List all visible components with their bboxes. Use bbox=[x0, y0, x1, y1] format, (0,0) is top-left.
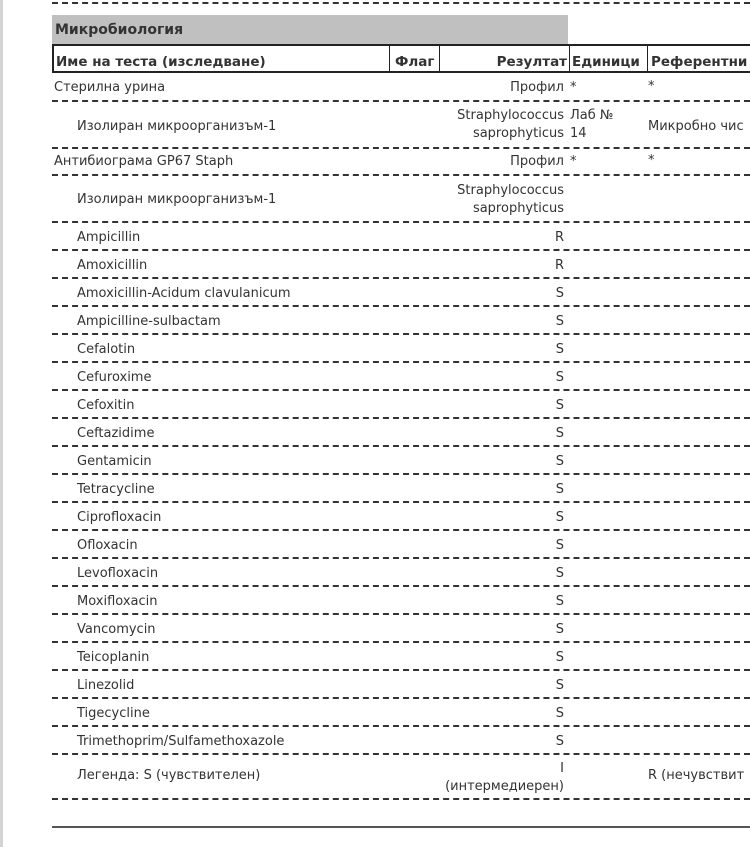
test-name: Gentamicin bbox=[77, 454, 152, 469]
test-name: Cefoxitin bbox=[77, 398, 135, 413]
table-row bbox=[52, 335, 750, 363]
result-line-2: saprophyticus bbox=[472, 126, 564, 141]
table-row bbox=[52, 503, 750, 531]
test-name: Ofloxacin bbox=[77, 538, 138, 553]
test-reference: * bbox=[648, 79, 655, 94]
header-result: Резултат bbox=[440, 46, 570, 71]
test-name: Стерилна урина bbox=[54, 80, 166, 95]
test-result: S bbox=[555, 426, 564, 441]
header-flag: Флаг bbox=[390, 46, 440, 71]
table-row bbox=[52, 671, 750, 699]
page-left-border bbox=[0, 0, 3, 847]
table-row bbox=[52, 363, 750, 391]
result-line-2: saprophyticus bbox=[472, 201, 564, 216]
legend-intermediate bbox=[445, 760, 564, 796]
table-row bbox=[52, 176, 750, 223]
test-result bbox=[457, 182, 564, 218]
table-row bbox=[52, 475, 750, 503]
test-name: Антибиограма GP67 Staph bbox=[54, 154, 234, 169]
test-result: S bbox=[555, 622, 564, 637]
test-result: S bbox=[555, 454, 564, 469]
legend-row bbox=[52, 755, 750, 800]
test-result: S bbox=[555, 286, 564, 301]
test-result: S bbox=[555, 678, 564, 693]
test-result: R bbox=[554, 230, 564, 245]
test-name: Tetracycline bbox=[77, 482, 155, 497]
table-header bbox=[52, 44, 750, 73]
header-units: Единици bbox=[570, 46, 648, 71]
test-result: S bbox=[555, 538, 564, 553]
test-name: Tigecycline bbox=[77, 706, 150, 721]
header-test-name: Име на теста (изследване) bbox=[54, 46, 390, 71]
test-result: S bbox=[555, 482, 564, 497]
test-reference: * bbox=[648, 153, 655, 168]
test-result: R bbox=[554, 258, 564, 273]
test-units bbox=[570, 107, 613, 143]
table-row bbox=[52, 447, 750, 475]
test-name: Ciprofloxacin bbox=[77, 510, 162, 525]
table-row bbox=[52, 75, 750, 102]
test-name: Amoxicillin bbox=[77, 258, 148, 273]
table-row bbox=[52, 251, 750, 279]
units-line-1: Лаб № bbox=[570, 108, 614, 123]
test-result: S bbox=[555, 370, 564, 385]
legend-resistant: R (нечувствит bbox=[648, 768, 745, 783]
test-units: * bbox=[570, 80, 577, 95]
table-row bbox=[52, 643, 750, 671]
table-row bbox=[52, 223, 750, 251]
table-row bbox=[52, 307, 750, 335]
header-reference: Референтни bbox=[651, 54, 748, 70]
test-name: Amoxicillin-Acidum clavulanicum bbox=[77, 286, 291, 301]
test-reference: Микробно чис bbox=[648, 119, 744, 134]
legend-line-1: I bbox=[560, 761, 564, 776]
test-name: Ceftazidime bbox=[77, 426, 155, 441]
test-result: S bbox=[555, 398, 564, 413]
table-row bbox=[52, 391, 750, 419]
test-units: * bbox=[570, 154, 577, 169]
units-line-2: 14 bbox=[570, 126, 587, 141]
test-name: Trimethoprim/Sulfamethoxazole bbox=[77, 734, 285, 749]
test-name: Cefuroxime bbox=[77, 370, 152, 385]
divider bbox=[52, 2, 750, 4]
table-row bbox=[52, 279, 750, 307]
test-result bbox=[457, 107, 564, 143]
results-table bbox=[52, 75, 750, 800]
table-row bbox=[52, 102, 750, 149]
test-result: S bbox=[555, 342, 564, 357]
table-row bbox=[52, 419, 750, 447]
bottom-divider bbox=[52, 826, 750, 828]
test-result: S bbox=[555, 734, 564, 749]
legend-label: Легенда: S (чувствителен) bbox=[77, 768, 261, 783]
test-result: Профил bbox=[510, 154, 564, 169]
test-result: Профил bbox=[510, 80, 564, 95]
test-name: Vancomycin bbox=[77, 622, 156, 637]
table-row bbox=[52, 727, 750, 755]
table-row bbox=[52, 559, 750, 587]
result-line-1: Straphylococcus bbox=[457, 108, 564, 123]
test-name: Cefalotin bbox=[77, 342, 136, 357]
test-result: S bbox=[555, 594, 564, 609]
test-name: Ampicilline-sulbactam bbox=[77, 314, 221, 329]
result-line-1: Straphylococcus bbox=[457, 183, 564, 198]
test-result: S bbox=[555, 510, 564, 525]
test-name: Teicoplanin bbox=[77, 650, 150, 665]
test-name: Levofloxacin bbox=[77, 566, 159, 581]
test-result: S bbox=[555, 314, 564, 329]
test-name: Ampicillin bbox=[77, 230, 141, 245]
test-name: Изолиран микроорганизъм-1 bbox=[77, 119, 277, 134]
table-row bbox=[52, 531, 750, 559]
test-result: S bbox=[555, 650, 564, 665]
test-name: Linezolid bbox=[77, 678, 135, 693]
test-result: S bbox=[555, 566, 564, 581]
table-row bbox=[52, 587, 750, 615]
test-name: Изолиран микроорганизъм-1 bbox=[77, 192, 277, 207]
section-title: Микробиология bbox=[52, 15, 568, 44]
test-name: Moxifloxacin bbox=[77, 594, 158, 609]
table-row bbox=[52, 615, 750, 643]
table-row bbox=[52, 699, 750, 727]
legend-line-2: (интермедиерен) bbox=[445, 779, 564, 794]
test-result: S bbox=[555, 706, 564, 721]
table-row bbox=[52, 149, 750, 176]
